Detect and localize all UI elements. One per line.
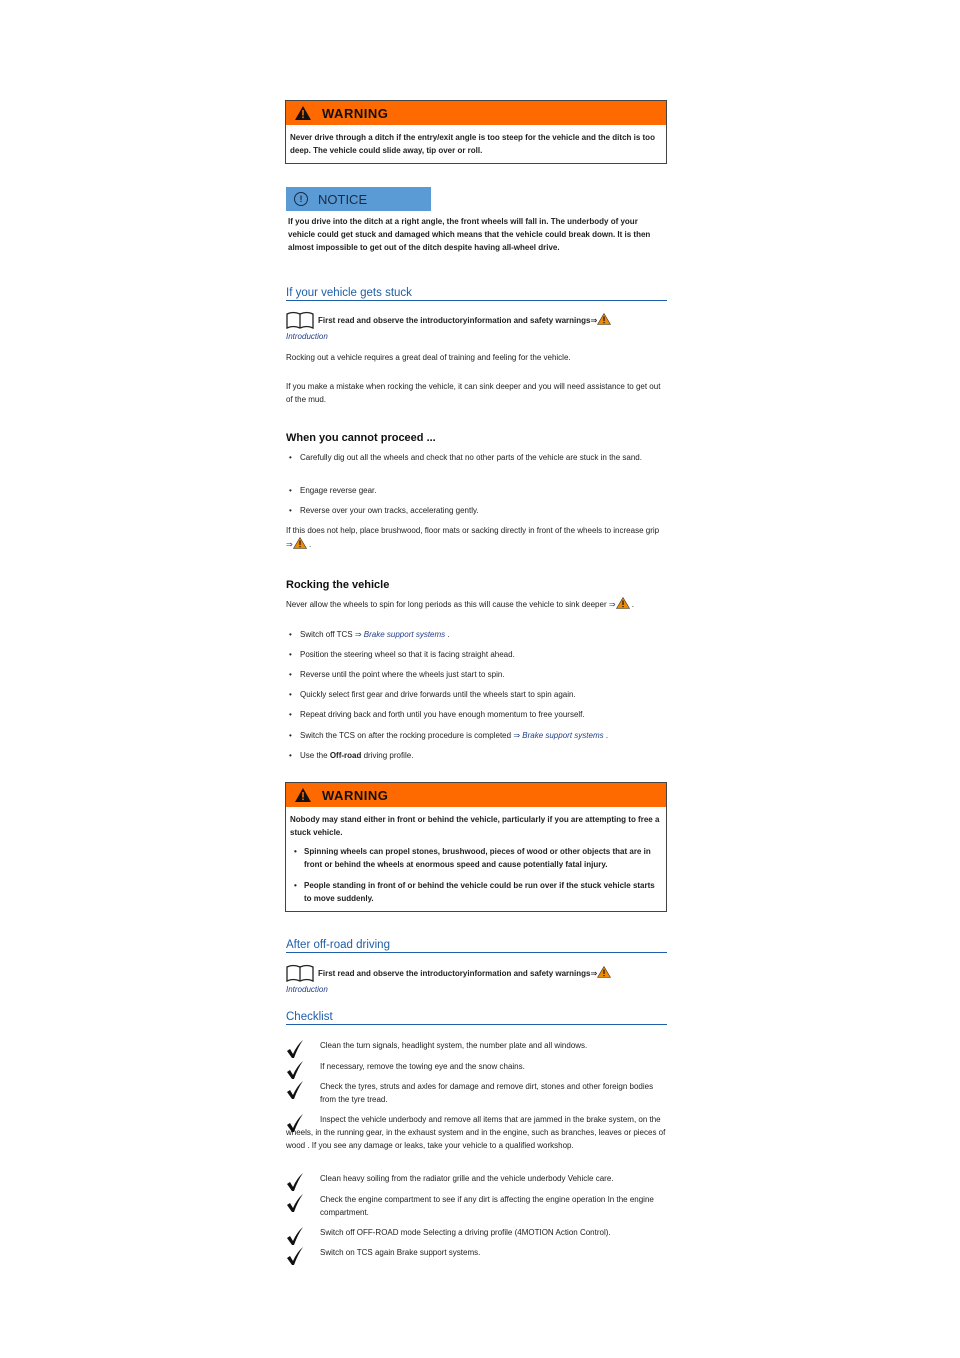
period: .	[308, 540, 312, 550]
introduction-link[interactable]: Introduction	[286, 985, 328, 994]
brake-support-link[interactable]: ⇒ Brake support systems	[513, 731, 604, 740]
notice-label: NOTICE	[318, 191, 368, 207]
introduction-link[interactable]: Introduction	[286, 332, 328, 341]
checklist-text: Switch on TCS again Brake support systems.	[320, 1248, 481, 1257]
list-item: • Reverse over your own tracks, accelerating gently.	[300, 504, 660, 517]
warning-text-block	[286, 807, 666, 911]
list-item: • Spinning wheels can propel stones, brushwood, pieces of wood or other objects that are in front or behind the wheels at enormous speed and cause potentially fatal injury.	[290, 845, 660, 871]
checkmark-icon	[286, 1080, 304, 1104]
warning-triangle-icon	[294, 105, 312, 121]
warning-box-ditch	[285, 100, 667, 164]
intro-text: First read and observe the introductoryinformation and safety warnings⇒	[318, 968, 598, 978]
warning-triangle-icon	[293, 537, 307, 553]
intro-row-after	[286, 964, 667, 994]
bullet-text: Switch off TCS	[300, 630, 353, 639]
checkmark-icon	[286, 1193, 304, 1217]
paragraph-rocking-intro	[286, 597, 666, 613]
checklist-text: If necessary, remove the towing eye and the snow chains.	[320, 1062, 525, 1071]
section-title-stuck: If your vehicle gets stuck	[286, 287, 667, 301]
list-item	[300, 729, 660, 742]
checklist-item	[286, 1226, 667, 1239]
checklist-text: Switch off OFF-ROAD mode Selecting a driving profile (4MOTION Action Control).	[320, 1228, 611, 1237]
checklist-item	[286, 1039, 667, 1052]
warning-triangle-icon	[616, 597, 630, 613]
warning-list	[290, 845, 660, 905]
section-title-after-offroad: After off-road driving	[286, 939, 667, 953]
bullet-text: driving profile.	[363, 751, 414, 760]
arrow-link[interactable]: ⇒	[286, 540, 293, 550]
warning-header	[286, 101, 666, 125]
paragraph-rocking-training: Rocking out a vehicle requires a great deal of training and feeling for the vehicle.	[286, 353, 571, 362]
checklist-item	[286, 1113, 667, 1152]
warning-label: WARNING	[322, 787, 389, 803]
warning-triangle-icon	[597, 966, 611, 980]
period: .	[605, 731, 609, 740]
paragraph-mistake: If you make a mistake when rocking the vehicle, it can sink deeper and you will need assistance to get out of the mud.	[286, 382, 661, 404]
list-item: • Reverse until the point where the wheels just start to spin.	[300, 668, 660, 681]
checkmark-icon	[286, 1246, 304, 1270]
warning-triangle-icon	[294, 787, 312, 803]
warning-label: WARNING	[322, 105, 389, 121]
heading-rocking: Rocking the vehicle	[286, 579, 390, 591]
book-icon	[286, 964, 314, 984]
book-icon	[286, 311, 314, 331]
exclamation-circle-icon: !	[294, 192, 308, 206]
list-item	[300, 628, 660, 641]
warning-text: Never drive through a ditch if the entry/exit angle is too steep for the vehicle and the ditch is too deep. The vehicle could slide away, tip over or roll.	[290, 133, 655, 155]
checklist-item	[286, 1246, 667, 1259]
arrow-link[interactable]: ⇒	[608, 600, 616, 610]
notice-header	[286, 187, 431, 211]
checklist-item	[286, 1172, 667, 1185]
list-item: • Carefully dig out all the wheels and check that no other parts of the vehicle are stuck in the sand.	[300, 451, 660, 464]
list-item: • Engage reverse gear.	[300, 484, 660, 497]
checklist-text: Check the engine compartment to see if any dirt is affecting the engine operation In the engine compartment.	[320, 1195, 654, 1217]
bullet-text: Use the	[300, 751, 328, 760]
checkmark-icon	[286, 1113, 304, 1137]
intro-row-stuck	[286, 311, 667, 341]
period: .	[447, 630, 450, 639]
list-item: • Repeat driving back and forth until you have enough momentum to free yourself.	[300, 708, 660, 721]
warning-text: Nobody may stand either in front or behind the vehicle, particularly if you are attempting to free a stuck vehicle.	[290, 815, 660, 837]
list-item: • Position the steering wheel so that it is facing straight ahead.	[300, 648, 660, 661]
off-road-label: Off-road	[329, 751, 362, 760]
list-item	[300, 749, 660, 762]
warning-header	[286, 783, 666, 807]
checklist-text: Clean heavy soiling from the radiator grille and the vehicle underbody Vehicle care.	[320, 1174, 614, 1183]
notice-text: If you drive into the ditch at a right angle, the front wheels will fall in. The underbody of your vehicle could get stuck and damaged which means that the vehicle could break down. It is then almost impossible to get out of the ditch despite having all-wheel drive.	[288, 217, 651, 252]
paragraph-increase-grip	[286, 524, 666, 553]
bullet-text: Switch the TCS on after the rocking procedure is completed	[300, 731, 512, 740]
increase-grip-text: If this does not help, place brushwood, floor mats or sacking directly in front of the wheels to increase grip	[286, 526, 660, 535]
checklist-item	[286, 1060, 667, 1073]
section-title-checklist: Checklist	[286, 1011, 667, 1025]
intro-text: First read and observe the introductoryinformation and safety warnings⇒	[318, 315, 598, 325]
checklist-text: Inspect the vehicle underbody and remove all items that are jammed in the brake system, on the wheels, in the running gear, in the exhaust system and in the engine, such as branches, leaves or pieces of wood . If you see any damage or leaks, take your vehicle to a qualified workshop.	[286, 1115, 666, 1150]
list-item: • Quickly select first gear and drive forwards until the wheels start to spin again.	[300, 688, 660, 701]
period: .	[631, 600, 635, 610]
warning-triangle-icon	[597, 313, 611, 327]
brake-support-link[interactable]: ⇒ Brake support systems	[354, 630, 446, 639]
checklist-item	[286, 1193, 667, 1219]
checklist-text: Check the tyres, struts and axles for damage and remove dirt, stones and other foreign bodies from the tyre tread.	[320, 1082, 654, 1104]
warning-box-stand	[285, 782, 667, 912]
rocking-intro-text: Never allow the wheels to spin for long periods as this will cause the vehicle to sink deeper	[286, 600, 607, 610]
checklist-text: Clean the turn signals, headlight system, the number plate and all windows.	[320, 1041, 588, 1050]
heading-cannot-proceed: When you cannot proceed ...	[286, 432, 436, 444]
checklist-item	[286, 1080, 667, 1106]
list-item: • People standing in front of or behind the vehicle could be run over if the stuck vehicle starts to move suddenly.	[290, 879, 660, 905]
